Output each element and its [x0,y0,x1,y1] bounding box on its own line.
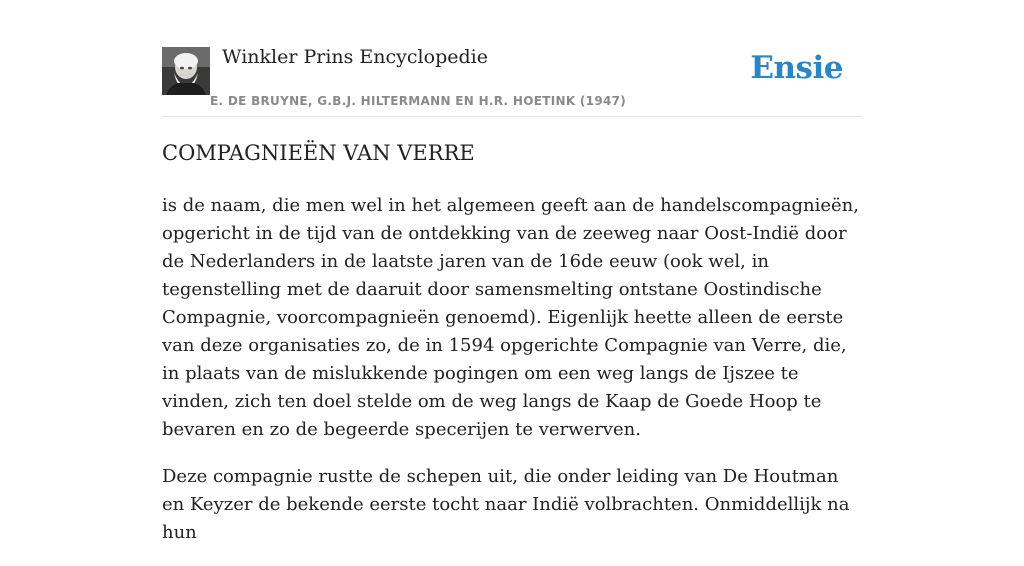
paragraph: is de naam, die men wel in het algemeen geeft aan de handelscompagnieën, opgericht in de tijd van de ontdekking van de zeeweg naar Oost-Indië door de Nederlanders in de laatste jaren van de 16de eeuw (ook wel, in tegenstelling met de daaruit door samensmelting ontstane Oostindische Compagnie, voorcompagnieën genoemd). Eigenlijk heette alleen de eerste van deze organisaties zo, de in 1594 opgerichte Compagnie van Verre, die, in plaats van de mislukkende pogingen om een weg langs de Ijszee te vinden, zich ten doel stelde om de weg langs de Kaap de Goede Hoop te bevaren en zo de begeerde specerijen te verwerven. [162,195,859,440]
bearded-man-portrait-icon[interactable] [162,47,210,95]
paragraph: Deze compagnie rustte de schepen uit, die onder leiding van De Houtman en Keyzer de bekende eerste tocht naar Indië volbrachten. Onmiddellijk na hun [162,466,850,543]
source-authors: E. DE BRUYNE, G.B.J. HILTERMANN EN H.R. HOETINK (1947) [210,94,627,108]
source-header [162,0,862,117]
page [162,0,862,543]
brand-logo[interactable]: Ensie [750,50,843,86]
source-title[interactable]: Winkler Prins Encyclopedie [222,46,488,68]
entry-title: COMPAGNIEËN VAN VERRE [162,141,475,165]
entry-body [162,192,862,566]
